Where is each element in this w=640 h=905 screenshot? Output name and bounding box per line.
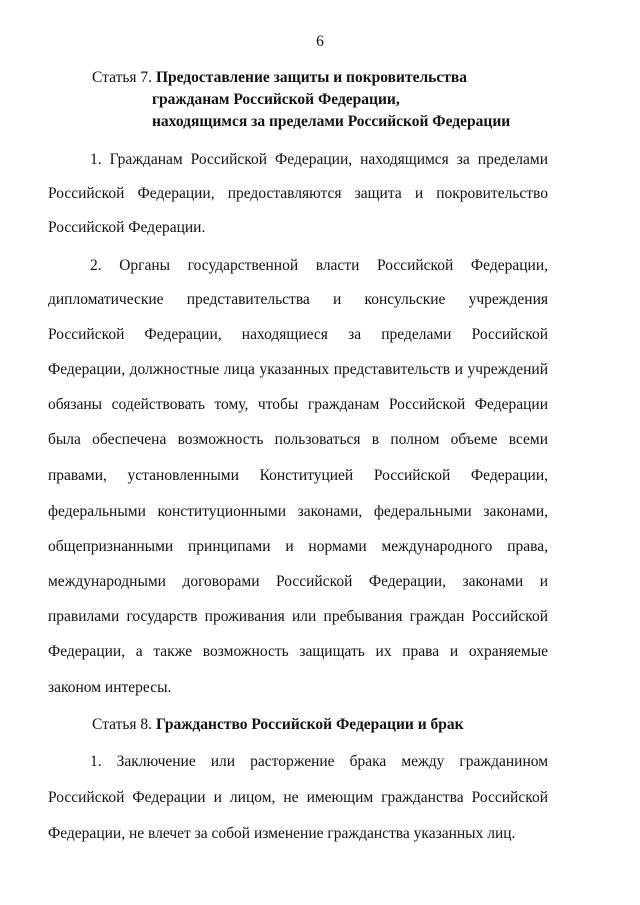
article-7-heading — [92, 69, 592, 87]
text-line: дипломатические представительства и консульские учреждения — [48, 291, 548, 308]
article-7-label: Статья 7. — [92, 69, 153, 86]
article-7-title-line: находящимся за пределами Российской Федерации — [152, 113, 511, 130]
text-line: международными договорами Российской Федерации, законами и — [48, 573, 548, 590]
text-line: общепризнанными принципами и нормами международного права, — [48, 538, 548, 555]
text-line: Российской Федерации, предоставляются защита и покровительство — [48, 185, 548, 202]
text-line: Федерации, а также возможность защищать их права и охраняемые — [48, 643, 548, 660]
text-line: была обеспечена возможность пользоваться в полном объеме всеми — [48, 431, 548, 448]
page-number: 6 — [316, 33, 324, 50]
text-line: правами, установленными Конституцией Российской Федерации, — [48, 467, 548, 484]
text-line: правилами государств проживания или пребывания граждан Российской — [48, 608, 548, 625]
text-line: Российской Федерации. — [48, 219, 206, 236]
text-line: федеральными конституционными законами, федеральными законами, — [48, 503, 548, 520]
text-line: Федерации, должностные лица указанных представительств и учреждений — [48, 361, 548, 378]
article-8-label: Статья 8. — [92, 716, 153, 733]
text-line: Федерации, не влечет за собой изменение гражданства указанных лиц. — [48, 825, 516, 842]
text-line: 1. Заключение или расторжение брака между гражданином — [90, 753, 548, 770]
article-7-title-line: гражданам Российской Федерации, — [152, 91, 400, 108]
article-8-title: Гражданство Российской Федерации и брак — [155, 716, 464, 733]
text-line: 1. Гражданам Российской Федерации, находящимся за пределами — [90, 151, 548, 168]
article-8-heading — [92, 716, 592, 734]
text-line: законом интересы. — [48, 679, 172, 696]
text-line: Российской Федерации, находящиеся за пределами Российской — [48, 326, 548, 343]
article-7-title-line: Предоставление защиты и покровительства — [155, 69, 467, 86]
text-line: 2. Органы государственной власти Российской Федерации, — [90, 257, 548, 274]
text-line: Российской Федерации и лицом, не имеющим гражданства Российской — [48, 789, 548, 806]
text-line: обязаны содействовать тому, чтобы гражданам Российской Федерации — [48, 396, 548, 413]
